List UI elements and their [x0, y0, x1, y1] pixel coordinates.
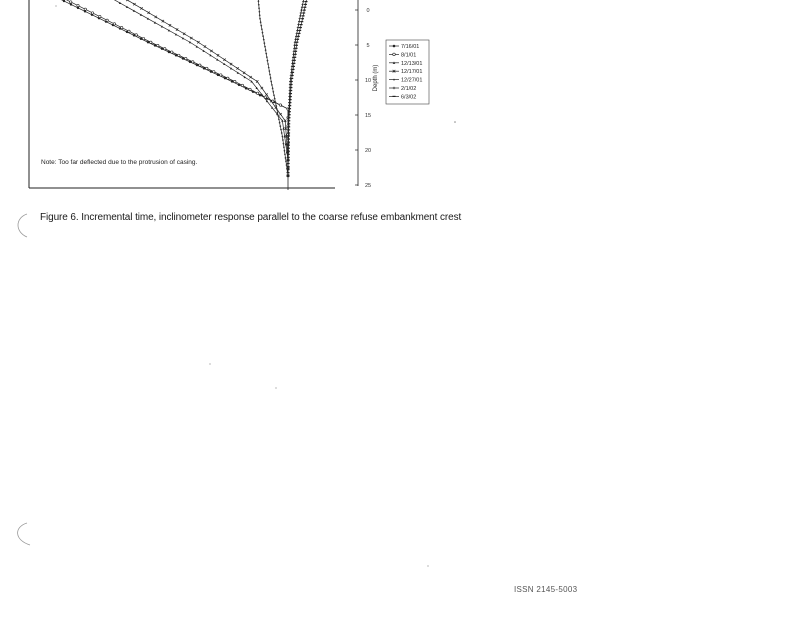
- data-point: [210, 50, 212, 52]
- series-layer: [36, 0, 309, 177]
- data-point: [220, 74, 222, 76]
- depth-axis-label: Depth (m): [373, 64, 379, 92]
- punch-hole-marks: [18, 214, 30, 545]
- data-point: [258, 4, 260, 6]
- data-point: [243, 72, 245, 74]
- data-point: [270, 81, 272, 83]
- data-point: [268, 70, 270, 72]
- issn-footer: ISSN 2145-5003: [514, 585, 578, 594]
- data-point: [275, 101, 277, 103]
- data-point: [259, 18, 261, 20]
- data-point: [70, 3, 72, 5]
- data-point: [265, 49, 267, 51]
- data-point: [164, 48, 166, 50]
- data-point: [300, 12, 302, 14]
- legend-marker: [393, 79, 395, 81]
- data-point: [301, 3, 303, 5]
- data-point: [297, 26, 299, 28]
- data-point: [140, 7, 142, 9]
- figure-caption: Figure 6. Incremental time, inclinometer response parallel to the coarse refuse embankment crest: [40, 212, 462, 223]
- legend-label: 12/17/01: [401, 69, 423, 76]
- data-point: [70, 1, 72, 3]
- legend-label: 8/1/01: [401, 52, 417, 59]
- data-point: [150, 41, 152, 43]
- chart-note: Note: Too far deflected due to the protrusion of casing.: [41, 159, 198, 166]
- data-point: [285, 161, 287, 163]
- data-point: [274, 98, 276, 100]
- data-point: [300, 9, 302, 11]
- data-point: [236, 67, 238, 69]
- data-point: [263, 39, 265, 41]
- legend-label: 12/27/01: [401, 77, 423, 84]
- data-point: [265, 53, 267, 55]
- data-point: [135, 34, 137, 36]
- data-point: [176, 28, 178, 30]
- data-point: [282, 136, 284, 138]
- data-point: [249, 76, 251, 78]
- data-point: [281, 132, 283, 134]
- speck: [275, 387, 276, 388]
- series-6: [287, 0, 306, 177]
- data-point: [264, 46, 266, 48]
- data-point: [284, 150, 286, 152]
- data-point: [256, 92, 258, 94]
- data-point: [268, 67, 270, 69]
- data-point: [106, 19, 108, 21]
- data-point: [266, 56, 268, 58]
- data-point: [157, 44, 159, 46]
- data-point: [279, 122, 281, 124]
- data-point: [261, 87, 263, 89]
- data-point: [298, 20, 300, 22]
- data-point: [267, 63, 269, 65]
- data-point: [286, 164, 288, 166]
- data-point: [270, 77, 272, 79]
- data-point: [277, 112, 279, 114]
- data-point: [301, 6, 303, 8]
- data-point: [278, 118, 280, 120]
- data-point: [142, 37, 144, 39]
- data-point: [267, 60, 269, 62]
- data-point: [169, 24, 171, 26]
- data-point: [283, 143, 285, 145]
- data-point: [241, 84, 243, 86]
- speck: [427, 565, 428, 566]
- data-point: [280, 129, 282, 131]
- data-point: [282, 127, 284, 129]
- data-point: [190, 37, 192, 39]
- punch-hole-mark-bottom: [18, 523, 30, 545]
- data-point: [256, 80, 258, 82]
- data-point: [217, 54, 219, 56]
- depth-tick-label: 5: [366, 43, 370, 49]
- data-point: [272, 91, 274, 93]
- data-point: [262, 32, 264, 34]
- data-point: [234, 80, 236, 82]
- data-point: [271, 84, 273, 86]
- data-point: [128, 30, 130, 32]
- data-point: [197, 41, 199, 43]
- data-point: [264, 42, 266, 44]
- depth-tick-label: 10: [364, 78, 372, 84]
- data-point: [258, 7, 260, 9]
- data-point: [260, 25, 262, 27]
- depth-tick-label: 0: [366, 8, 370, 14]
- data-point: [299, 18, 301, 20]
- data-point: [272, 88, 274, 90]
- data-point: [302, 0, 304, 2]
- data-point: [279, 125, 281, 127]
- data-point: [178, 54, 180, 56]
- data-point: [283, 146, 285, 148]
- data-point: [63, 0, 65, 2]
- data-point: [227, 77, 229, 79]
- data-point: [162, 20, 164, 22]
- data-point: [299, 15, 301, 17]
- data-point: [192, 61, 194, 63]
- data-point: [259, 11, 261, 13]
- legend-marker: [393, 45, 396, 48]
- data-point: [265, 93, 267, 95]
- data-point: [133, 3, 135, 5]
- data-point: [258, 0, 260, 2]
- data-point: [273, 94, 275, 96]
- data-point: [275, 105, 277, 107]
- data-point: [279, 104, 281, 106]
- series-line: [42, 0, 288, 176]
- data-point: [147, 11, 149, 13]
- data-point: [213, 70, 215, 72]
- speck: [55, 5, 56, 6]
- data-point: [113, 23, 115, 25]
- data-point: [262, 35, 264, 37]
- data-point: [120, 26, 122, 28]
- data-point: [206, 67, 208, 69]
- series-line: [106, 0, 288, 176]
- depth-tick-label: 25: [364, 183, 372, 189]
- legend-label: 2/1/02: [401, 86, 417, 92]
- data-point: [279, 113, 281, 115]
- data-point: [204, 45, 206, 47]
- data-point: [269, 74, 271, 76]
- legend: [386, 40, 429, 104]
- data-point: [296, 29, 298, 31]
- depth-axis: [355, 0, 379, 189]
- data-point: [276, 108, 278, 110]
- data-point: [155, 16, 157, 18]
- data-point: [297, 23, 299, 25]
- data-point: [171, 51, 173, 53]
- data-point: [199, 64, 201, 66]
- data-point: [249, 88, 251, 90]
- data-point: [260, 21, 262, 23]
- data-point: [230, 63, 232, 65]
- data-point: [282, 139, 284, 141]
- data-point: [185, 57, 187, 59]
- data-point: [284, 153, 286, 155]
- speck: [454, 121, 456, 123]
- data-point: [259, 14, 261, 16]
- data-point: [91, 12, 93, 14]
- data-point: [223, 58, 225, 60]
- depth-tick-label: 15: [364, 113, 372, 119]
- data-point: [77, 4, 79, 6]
- data-point: [84, 8, 86, 10]
- data-point: [277, 115, 279, 117]
- data-point: [183, 33, 185, 35]
- speck: [209, 363, 210, 364]
- data-point: [285, 157, 287, 159]
- legend-label: 12/13/01: [401, 60, 423, 67]
- data-point: [99, 15, 101, 17]
- series-2: [42, 0, 290, 177]
- legend-marker: [393, 53, 396, 56]
- legend-label: 7/16/01: [401, 44, 420, 50]
- data-point: [261, 28, 263, 30]
- legend-label: 6/3/02: [401, 94, 417, 101]
- depth-ticks: [355, 8, 371, 189]
- depth-tick-label: 20: [364, 148, 372, 154]
- punch-hole-mark-top: [18, 214, 27, 237]
